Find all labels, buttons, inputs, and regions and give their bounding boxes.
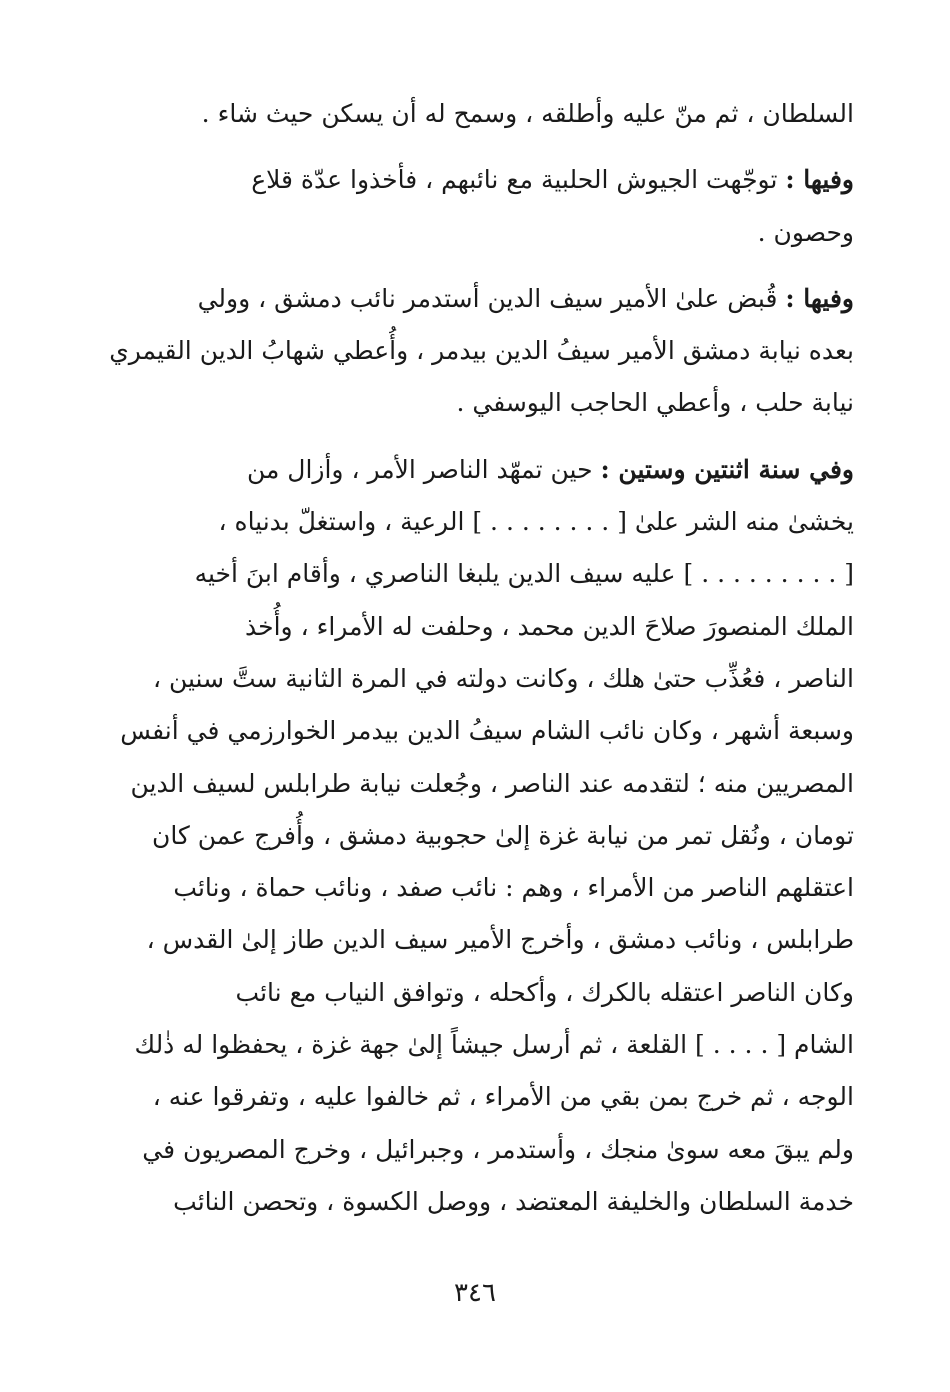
text-line xyxy=(104,967,854,1019)
text-line xyxy=(104,325,854,377)
line-text: حين تمهّد الناصر الأمر ، وأزال من xyxy=(246,454,601,484)
line-text: الناصر ، فعُذِّب حتىٰ هلك ، وكانت دولته في المرة الثانية ستَّ سنين ، xyxy=(152,663,854,693)
text-line xyxy=(104,653,854,705)
text-line xyxy=(104,88,854,140)
text-line xyxy=(104,273,854,325)
paragraph-gap xyxy=(104,140,854,154)
line-text: بعده نيابة دمشق الأمير سيفُ الدين بيدمر ، وأُعطي شهابُ الدين القيمري xyxy=(109,336,854,366)
text-line xyxy=(104,548,854,600)
line-text: ولم يبقَ معه سوىٰ منجك ، وأستدمر ، وجبرائيل ، وخرج المصريون في xyxy=(142,1134,854,1164)
line-text: توجّهت الجيوش الحلبية مع نائبهم ، فأخذوا عدّة قلاع xyxy=(251,165,786,195)
text-line xyxy=(104,862,854,914)
line-text: قُبض علىٰ الأمير سيف الدين أستدمر نائب دمشق ، وولي xyxy=(197,283,786,313)
text-line xyxy=(104,377,854,429)
body-text xyxy=(104,88,854,1228)
text-line xyxy=(104,705,854,757)
paragraph-lead: وفيها : xyxy=(785,283,854,313)
line-text: تومان ، ونُقل تمر من نيابة غزة إلىٰ حجوبية دمشق ، وأُفرج عمن كان xyxy=(151,820,854,850)
paragraph xyxy=(104,273,854,430)
paragraph-gap xyxy=(104,259,854,273)
line-text: المصريين منه ؛ لتقدمه عند الناصر ، وجُعلت نيابة طرابلس لسيف الدين xyxy=(130,768,854,798)
paragraph-lead: وفيها : xyxy=(785,165,854,195)
text-line xyxy=(104,601,854,653)
text-line xyxy=(104,1176,854,1228)
text-line xyxy=(104,914,854,966)
line-text: يخشىٰ منه الشر علىٰ [ . . . . . . . . ] الرعية ، واستغلّ بدنياه ، xyxy=(218,507,854,537)
line-text: الملك المنصورَ صلاحَ الدين محمد ، وحلفت له الأمراء ، وأُخذ xyxy=(245,611,854,641)
line-text: الشام [ . . . . ] القلعة ، ثم أرسل جيشاً إلىٰ جهة غزة ، يحفظوا له ذٰلك xyxy=(134,1030,854,1060)
paragraph xyxy=(104,154,854,259)
line-text: طرابلس ، ونائب دمشق ، وأخرج الأمير سيف الدين طاز إلىٰ القدس ، xyxy=(146,925,854,955)
line-text: [ . . . . . . . . . ] عليه سيف الدين يلبغا الناصري ، وأقام ابنَ أخيه xyxy=(194,559,854,589)
line-text: السلطان ، ثم منّ عليه وأطلقه ، وسمح له أن يسكن حيث شاء . xyxy=(201,99,854,128)
text-line xyxy=(104,1071,854,1123)
text-line xyxy=(104,496,854,548)
paragraph-gap xyxy=(104,430,854,444)
paragraph xyxy=(104,444,854,1228)
line-text: نيابة حلب ، وأعطي الحاجب اليوسفي . xyxy=(456,388,854,418)
text-line xyxy=(104,444,854,496)
page-number: ٣٤٦ xyxy=(454,1278,496,1308)
line-text: وكان الناصر اعتقله بالكرك ، وأكحله ، وتوافق النياب مع نائب xyxy=(235,977,854,1007)
text-line xyxy=(104,1019,854,1071)
text-line xyxy=(104,207,854,259)
text-line xyxy=(104,154,854,206)
line-text: وحصون . xyxy=(757,217,854,247)
line-text: الوجه ، ثم خرج بمن بقي من الأمراء ، ثم خالفوا عليه ، وتفرقوا عنه ، xyxy=(152,1082,854,1112)
text-line xyxy=(104,1124,854,1176)
line-text: خدمة السلطان والخليفة المعتضد ، ووصل الكسوة ، وتحصن النائب xyxy=(173,1186,854,1216)
paragraph xyxy=(104,88,854,140)
text-line xyxy=(104,810,854,862)
line-text: اعتقلهم الناصر من الأمراء ، وهم : نائب صفد ، ونائب حماة ، ونائب xyxy=(173,873,854,903)
text-line xyxy=(104,758,854,810)
paragraph-lead: وفي سنة اثنتين وستين : xyxy=(600,454,854,484)
line-text: وسبعة أشهر ، وكان نائب الشام سيفُ الدين بيدمر الخوارزمي في أنفس xyxy=(120,716,854,746)
